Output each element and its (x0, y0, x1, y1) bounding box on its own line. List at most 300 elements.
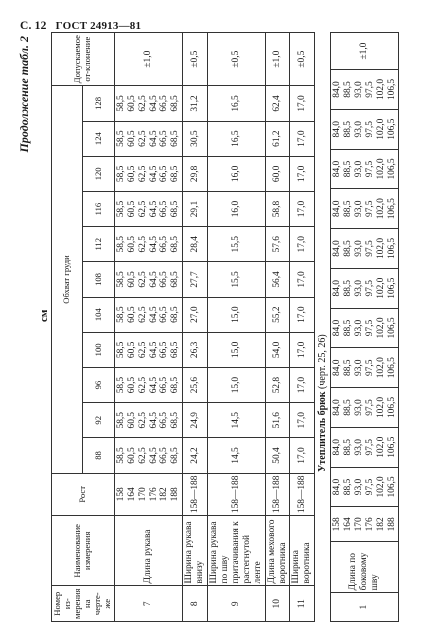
cell-value: 58,5 (115, 95, 126, 112)
section-ref: (черт. 25, 26) (317, 334, 328, 389)
row-value-cell (183, 332, 208, 367)
row-name: Ширина рукава по шву притачивания к растегнутой ленте (208, 516, 266, 586)
cell-value: 68,5 (170, 236, 181, 253)
row-value-cell (183, 191, 208, 226)
cell-value: 66,5 (159, 95, 170, 112)
cell-value: 17,0 (296, 130, 307, 147)
row-value-cell (265, 227, 290, 262)
cell-value: 58,8 (272, 200, 283, 218)
cell-value: 31,2 (189, 95, 200, 112)
cell-value: 30,5 (189, 130, 200, 147)
brief-table (330, 32, 399, 622)
table-row (183, 33, 208, 622)
cell-value: 158 (115, 487, 126, 502)
standard-code: ГОСТ 24913—81 (55, 20, 142, 32)
col-header-size: 104 (83, 297, 114, 332)
cell-value: 66,5 (159, 200, 170, 218)
cell-value: 106,5 (386, 78, 397, 101)
cell-value: 64,5 (148, 376, 159, 394)
cell-value: 88,5 (342, 319, 353, 337)
row-value-cell (331, 149, 399, 189)
row-num: 1 (331, 593, 399, 622)
cell-value: 58,5 (115, 200, 126, 218)
row-value-cell (208, 332, 266, 367)
row-tolerance: ±1,0 (114, 33, 182, 86)
cell-value: 97,5 (364, 240, 375, 257)
cell-value: 68,5 (170, 447, 181, 464)
cell-value: 64,5 (148, 236, 159, 253)
cell-value: 58,5 (115, 236, 126, 253)
cell-value: 16,0 (230, 200, 241, 218)
row-value-cell (331, 229, 399, 269)
cell-value: 84,0 (332, 81, 342, 98)
cell-value: 102,0 (375, 118, 386, 140)
row-value-cell (331, 308, 399, 348)
cell-value: 106,5 (386, 277, 397, 299)
cell-value: 176 (364, 517, 375, 532)
cell-value: 62,5 (137, 412, 148, 429)
cell-value: 93,0 (353, 359, 364, 376)
cell-value: 68,5 (170, 165, 181, 183)
cell-value: 106,5 (386, 436, 397, 458)
cell-value: 68,5 (170, 95, 181, 112)
row-value-cell (208, 86, 266, 121)
cell-value: 66,5 (159, 236, 170, 253)
col-header-size: 120 (83, 156, 114, 191)
row-value-cell (290, 191, 315, 226)
cell-value: 102,0 (375, 476, 386, 498)
row-num: 7 (114, 586, 182, 622)
cell-value: 93,0 (353, 399, 364, 416)
row-name: Ширина воротника (290, 516, 315, 586)
row-value-cell (265, 332, 290, 367)
cell-value: 102,0 (375, 277, 386, 299)
row-rost (208, 473, 266, 516)
cell-value: 14,5 (230, 412, 241, 429)
cell-value: 88,5 (342, 478, 353, 496)
cell-value: 62,5 (137, 341, 148, 359)
cell-value: 57,6 (272, 236, 283, 253)
cell-value: 88,5 (342, 121, 353, 138)
cell-value: 84,0 (332, 200, 342, 217)
cell-value: 64,5 (148, 306, 159, 323)
cell-value: 66,5 (159, 306, 170, 323)
row-value-cell (114, 438, 182, 473)
cell-value: 58,5 (115, 130, 126, 147)
rotated-content (17, 32, 412, 622)
row-value-cell (114, 403, 182, 438)
row-value-cell (290, 438, 315, 473)
cell-value: 28,4 (189, 236, 200, 253)
cell-value: 62,5 (137, 236, 148, 253)
cell-value: 16,5 (230, 130, 241, 147)
cell-value: 15,5 (230, 271, 241, 288)
cell-value: 158—188 (189, 475, 200, 514)
cell-value: 61,2 (272, 130, 283, 147)
cell-value: 88,5 (342, 439, 353, 456)
cell-value: 26,3 (189, 341, 200, 359)
row-value-cell (331, 388, 399, 428)
cell-value: 176 (148, 487, 159, 502)
row-value-cell (331, 109, 399, 149)
cell-value: 17,0 (296, 271, 307, 288)
cell-value: 102,0 (375, 158, 386, 180)
row-value-cell (265, 121, 290, 156)
cell-value: 102,0 (375, 78, 386, 101)
cell-value: 170 (353, 517, 364, 532)
cell-value: 60,0 (272, 165, 283, 183)
row-value-cell (183, 367, 208, 402)
table-row (290, 33, 315, 622)
cell-value: 16,5 (230, 95, 241, 112)
cell-value: 62,5 (137, 447, 148, 464)
row-value-cell (183, 227, 208, 262)
cell-value: 68,5 (170, 306, 181, 323)
cell-value: 66,5 (159, 412, 170, 429)
row-value-cell (208, 297, 266, 332)
cell-value: 15,5 (230, 236, 241, 253)
table-body (114, 33, 314, 622)
cell-value: 93,0 (353, 319, 364, 337)
cell-value: 84,0 (332, 399, 342, 416)
cell-value: 60,5 (126, 447, 137, 464)
cell-value: 64,5 (148, 95, 159, 112)
cell-value: 102,0 (375, 198, 386, 220)
table-row (208, 33, 266, 622)
cell-value: 68,5 (170, 341, 181, 359)
cell-value: 93,0 (353, 121, 364, 138)
row-num: 11 (290, 586, 315, 622)
col-header-size: 88 (83, 438, 114, 473)
section-caption (317, 334, 328, 472)
row-value-cell (265, 262, 290, 297)
cell-value: 97,5 (364, 121, 375, 138)
row-rost (331, 507, 399, 542)
cell-value: 102,0 (375, 357, 386, 379)
row-value-cell (265, 191, 290, 226)
cell-value: 29,1 (189, 200, 200, 218)
cell-value: 106,5 (386, 317, 397, 339)
row-value-cell (114, 156, 182, 191)
brief-body (331, 33, 399, 622)
row-value-cell (114, 121, 182, 156)
cell-value: 84,0 (332, 121, 342, 138)
cell-value: 84,0 (332, 439, 342, 456)
cell-value: 97,5 (364, 81, 375, 98)
cell-value: 97,5 (364, 200, 375, 217)
cell-value: 17,0 (296, 341, 307, 359)
row-name: Ширина рукава внизу (183, 516, 208, 586)
page-number: С. 12 (20, 20, 47, 32)
cell-value: 93,0 (353, 81, 364, 98)
cell-value: 24,2 (189, 447, 200, 464)
cell-value: 58,5 (115, 271, 126, 288)
cell-value: 170 (137, 487, 148, 502)
col-header-size: 96 (83, 367, 114, 402)
row-value-cell (290, 227, 315, 262)
cell-value: 188 (386, 517, 397, 532)
row-value-cell (290, 403, 315, 438)
cell-value: 84,0 (332, 240, 342, 257)
cell-value: 62,5 (137, 200, 148, 218)
row-name: Длина рукава (114, 516, 182, 586)
cell-value: 62,5 (137, 130, 148, 147)
cell-value: 58,5 (115, 447, 126, 464)
cell-value: 24,9 (189, 412, 200, 429)
cell-value: 182 (159, 487, 170, 502)
cell-value: 64,5 (148, 130, 159, 147)
measurement-table (51, 32, 315, 622)
cell-value: 97,5 (364, 160, 375, 178)
cell-value: 66,5 (159, 271, 170, 288)
row-value-cell (290, 367, 315, 402)
cell-value: 88,5 (342, 399, 353, 416)
cell-value: 106,5 (386, 396, 397, 419)
col-header-size: 92 (83, 403, 114, 438)
cell-value: 97,5 (364, 478, 375, 496)
cell-value: 60,5 (126, 412, 137, 429)
cell-value: 62,5 (137, 271, 148, 288)
col-header-tolerance: Допускаемое от-клонение (52, 33, 115, 86)
row-value-cell (265, 367, 290, 402)
cell-value: 52,8 (272, 376, 283, 394)
row-value-cell (114, 297, 182, 332)
row-name: Длина мехового воротника (265, 516, 290, 586)
col-header-size: 100 (83, 332, 114, 367)
cell-value: 16,0 (230, 165, 241, 183)
cell-value: 17,0 (296, 95, 307, 112)
cell-value: 66,5 (159, 341, 170, 359)
cell-value: 164 (342, 517, 353, 532)
cell-value: 58,5 (115, 376, 126, 394)
cell-value: 158—188 (272, 475, 283, 514)
col-header-name: Наименование измерения (52, 516, 115, 586)
cell-value: 60,5 (126, 130, 137, 147)
cell-value: 106,5 (386, 158, 397, 180)
row-value-cell (114, 191, 182, 226)
row-num: 9 (208, 586, 266, 622)
cell-value: 58,5 (115, 165, 126, 183)
cell-value: 93,0 (353, 160, 364, 178)
row-value-cell (265, 86, 290, 121)
row-num: 8 (183, 586, 208, 622)
cell-value: 17,0 (296, 236, 307, 253)
row-value-cell (183, 403, 208, 438)
row-name: Длина по боковому шву (331, 542, 399, 593)
cell-value: 50,4 (272, 447, 283, 464)
cell-value: 17,0 (296, 376, 307, 394)
col-header-size: 112 (83, 227, 114, 262)
cell-value: 62,5 (137, 376, 148, 394)
row-value-cell (114, 262, 182, 297)
cell-value: 84,0 (332, 319, 342, 337)
cell-value: 60,5 (126, 376, 137, 394)
row-value-cell (331, 70, 399, 110)
cell-value: 64,5 (148, 165, 159, 183)
cell-value: 93,0 (353, 240, 364, 257)
cell-value: 102,0 (375, 436, 386, 458)
table-row (114, 33, 182, 622)
row-tolerance: ±1,0 (265, 33, 290, 86)
cell-value: 64,5 (148, 412, 159, 429)
cell-value: 17,0 (296, 412, 307, 429)
cell-value: 97,5 (364, 359, 375, 376)
cell-value: 66,5 (159, 376, 170, 394)
row-value-cell (290, 156, 315, 191)
cell-value: 93,0 (353, 439, 364, 456)
row-value-cell (114, 227, 182, 262)
cell-value: 15,0 (230, 306, 241, 323)
cell-value: 106,5 (386, 357, 397, 379)
cell-value: 14,5 (230, 447, 241, 464)
cell-value: 60,5 (126, 236, 137, 253)
row-value-cell (208, 403, 266, 438)
row-value-cell (208, 121, 266, 156)
row-value-cell (331, 427, 399, 467)
cell-value: 68,5 (170, 376, 181, 394)
col-header-num: Номер из-мерения на черте-же (52, 586, 115, 622)
cell-value: 102,0 (375, 317, 386, 339)
cell-value: 62,5 (137, 95, 148, 112)
cell-value: 68,5 (170, 412, 181, 429)
cell-value: 88,5 (342, 200, 353, 217)
row-value-cell (290, 262, 315, 297)
col-header-size: 124 (83, 121, 114, 156)
row-rost (265, 473, 290, 516)
row-value-cell (331, 348, 399, 388)
cell-value: 15,0 (230, 341, 241, 359)
cell-value: 17,0 (296, 447, 307, 464)
row-rost (114, 473, 182, 516)
cell-value: 60,5 (126, 271, 137, 288)
cell-value: 68,5 (170, 271, 181, 288)
col-header-size: 116 (83, 191, 114, 226)
cell-value: 106,5 (386, 198, 397, 220)
cell-value: 25,6 (189, 376, 200, 394)
row-value-cell (208, 156, 266, 191)
cell-value: 62,5 (137, 165, 148, 183)
cell-value: 55,2 (272, 306, 283, 323)
row-value-cell (183, 262, 208, 297)
cell-value: 68,5 (170, 200, 181, 218)
row-tolerance: ±0,5 (208, 33, 266, 86)
cell-value: 106,5 (386, 476, 397, 498)
table-row (331, 33, 399, 622)
cell-value: 102,0 (375, 237, 386, 260)
cell-value: 68,5 (170, 130, 181, 147)
table-continuation-title: Продолжение табл. 2 (17, 36, 31, 153)
cell-value: 60,5 (126, 165, 137, 183)
cell-value: 60,5 (126, 306, 137, 323)
cell-value: 97,5 (364, 319, 375, 337)
cell-value: 93,0 (353, 478, 364, 496)
row-value-cell (265, 403, 290, 438)
row-value-cell (290, 332, 315, 367)
cell-value: 93,0 (353, 200, 364, 217)
cell-value: 158 (332, 517, 342, 532)
cell-value: 66,5 (159, 130, 170, 147)
row-value-cell (183, 86, 208, 121)
row-value-cell (331, 268, 399, 308)
cell-value: 93,0 (353, 280, 364, 297)
cell-value: 15,0 (230, 376, 241, 394)
row-value-cell (183, 438, 208, 473)
row-value-cell (265, 297, 290, 332)
col-header-size: 108 (83, 262, 114, 297)
cell-value: 64,5 (148, 341, 159, 359)
row-num: 10 (265, 586, 290, 622)
cell-value: 88,5 (342, 280, 353, 297)
row-value-cell (114, 332, 182, 367)
cell-value: 97,5 (364, 280, 375, 297)
cell-value: 84,0 (332, 359, 342, 376)
cell-value: 64,5 (148, 200, 159, 218)
row-value-cell (183, 156, 208, 191)
cell-value: 64,5 (148, 447, 159, 464)
row-value-cell (208, 367, 266, 402)
row-value-cell (265, 156, 290, 191)
row-value-cell (208, 262, 266, 297)
cell-value: 54,0 (272, 341, 283, 359)
cell-value: 60,5 (126, 341, 137, 359)
row-value-cell (265, 438, 290, 473)
row-value-cell (183, 297, 208, 332)
cell-value: 84,0 (332, 280, 342, 297)
cell-value: 102,0 (375, 396, 386, 419)
row-rost (290, 473, 315, 516)
cell-value: 17,0 (296, 200, 307, 218)
cell-value: 97,5 (364, 439, 375, 456)
row-value-cell (290, 86, 315, 121)
cell-value: 88,5 (342, 81, 353, 98)
section-title: Утеплитель брюк (317, 391, 328, 472)
cell-value: 64,5 (148, 271, 159, 288)
cell-value: 29,8 (189, 165, 200, 183)
cell-value: 27,7 (189, 271, 200, 288)
cell-value: 62,4 (272, 95, 283, 112)
row-value-cell (208, 438, 266, 473)
col-header-rost: Рост (52, 473, 115, 516)
cell-value: 62,5 (137, 306, 148, 323)
row-value-cell (290, 121, 315, 156)
row-value-cell (183, 121, 208, 156)
row-value-cell (208, 191, 266, 226)
cell-value: 106,5 (386, 237, 397, 260)
cell-value: 66,5 (159, 165, 170, 183)
col-header-size: 128 (83, 86, 114, 121)
cell-value: 60,5 (126, 200, 137, 218)
cell-value: 164 (126, 487, 137, 502)
cell-value: 27,0 (189, 306, 200, 323)
row-value-cell (208, 227, 266, 262)
row-value-cell (114, 86, 182, 121)
row-tolerance: ±1,0 (331, 33, 399, 70)
cell-value: 84,0 (332, 478, 342, 496)
cell-value: 88,5 (342, 160, 353, 178)
cell-value: 88,5 (342, 359, 353, 376)
cell-value: 60,5 (126, 95, 137, 112)
cell-value: 97,5 (364, 399, 375, 416)
cell-value: 88,5 (342, 240, 353, 257)
row-value-cell (290, 297, 315, 332)
cell-value: 158—188 (296, 475, 307, 514)
cell-value: 106,5 (386, 118, 397, 140)
cell-value: 58,5 (115, 341, 126, 359)
row-value-cell (331, 189, 399, 229)
col-header-group: Обхват груди (52, 86, 83, 473)
unit-label: см (38, 309, 50, 322)
cell-value: 188 (170, 487, 181, 502)
